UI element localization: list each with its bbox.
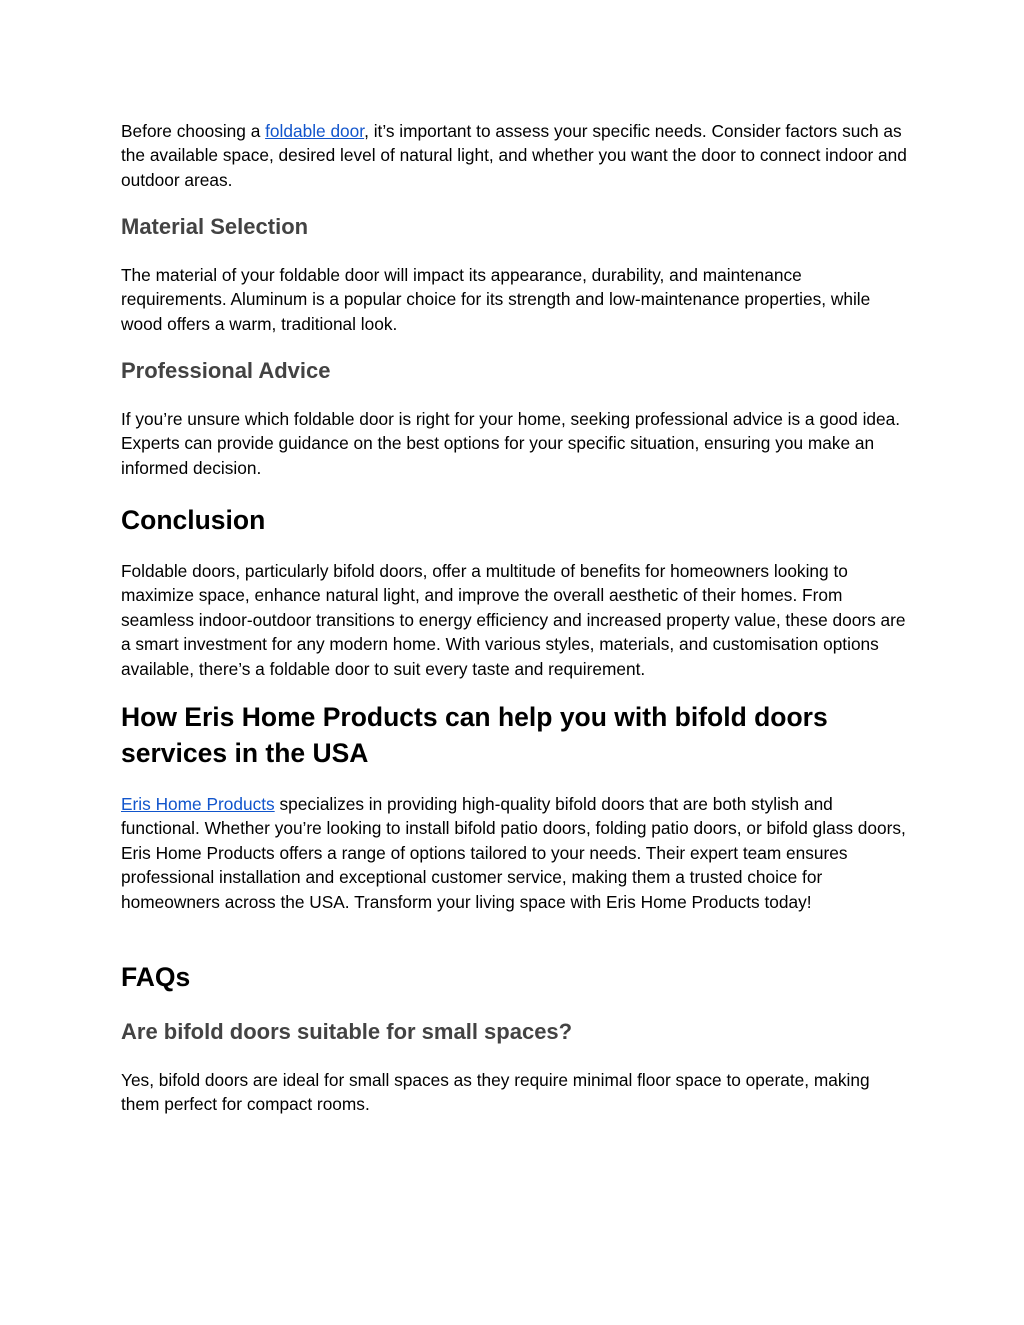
eris-heading: How Eris Home Products can help you with bifold doors services in the USA	[121, 702, 828, 768]
eris-paragraph	[121, 792, 907, 914]
foldable-door-link[interactable]: foldable door	[265, 121, 365, 141]
eris-section	[121, 700, 907, 771]
advice-body-block	[121, 407, 907, 480]
material-heading: Material Selection	[121, 214, 309, 239]
conclusion-paragraph: Foldable doors, particularly bifold doors, offer a multitude of benefits for homeowners looking to maximize space, enhance natural light, and improve the overall aesthetic of their homes. From seamless indoor-outdoor transitions to energy efficiency and increased property value, these doors are a smart investment for any modern home. With various styles, materials, and customisation options available, there’s a foldable door to suit every taste and requirement.	[121, 561, 906, 679]
material-section	[121, 213, 907, 241]
conclusion-body-block	[121, 559, 907, 681]
conclusion-heading: Conclusion	[121, 505, 266, 535]
faqs-heading: FAQs	[121, 962, 191, 992]
advice-heading: Professional Advice	[121, 358, 331, 383]
faqs-section	[121, 960, 907, 996]
conclusion-section	[121, 503, 907, 539]
material-paragraph: The material of your foldable door will impact its appearance, durability, and maintenance requirements. Aluminum is a popular choice for its strength and low-maintenance properties, while wood offers a warm, traditional look.	[121, 265, 871, 334]
eris-body-block	[121, 792, 907, 914]
intro-section	[121, 119, 907, 192]
advice-paragraph: If you’re unsure which foldable door is right for your home, seeking professional advice is a good idea. Experts can provide guidance on the best options for your specific situation, ensuring you make an informed decision.	[121, 409, 901, 478]
eris-body-text: specializes in providing high-quality bifold doors that are both stylish and functional. Whether you’re looking to install bifold patio doors, folding patio doors, or bifold glass doors, Eris Home Products offers a range of options tailored to your needs. Their expert team ensures professional installation and exceptional customer service, making them a trusted choice for homeowners across the USA. Transform your living space with Eris Home Products today!	[121, 794, 906, 912]
eris-home-products-link[interactable]: Eris Home Products	[121, 794, 275, 814]
intro-text-before: Before choosing a	[121, 121, 266, 141]
faq-question-block	[121, 1018, 907, 1046]
faq-answer-block	[121, 1068, 907, 1117]
intro-paragraph	[121, 119, 907, 192]
faq-answer-1: Yes, bifold doors are ideal for small spaces as they require minimal floor space to operate, making them perfect for compact rooms.	[121, 1070, 870, 1115]
material-body-block	[121, 263, 907, 336]
faq-question-1: Are bifold doors suitable for small spaces?	[121, 1019, 573, 1044]
intro-text-after: , it’s important to assess your specific needs. Consider factors such as the available space, desired level of natural light, and whether you want the door to connect indoor and outdoor areas.	[121, 121, 907, 190]
advice-section	[121, 357, 907, 385]
